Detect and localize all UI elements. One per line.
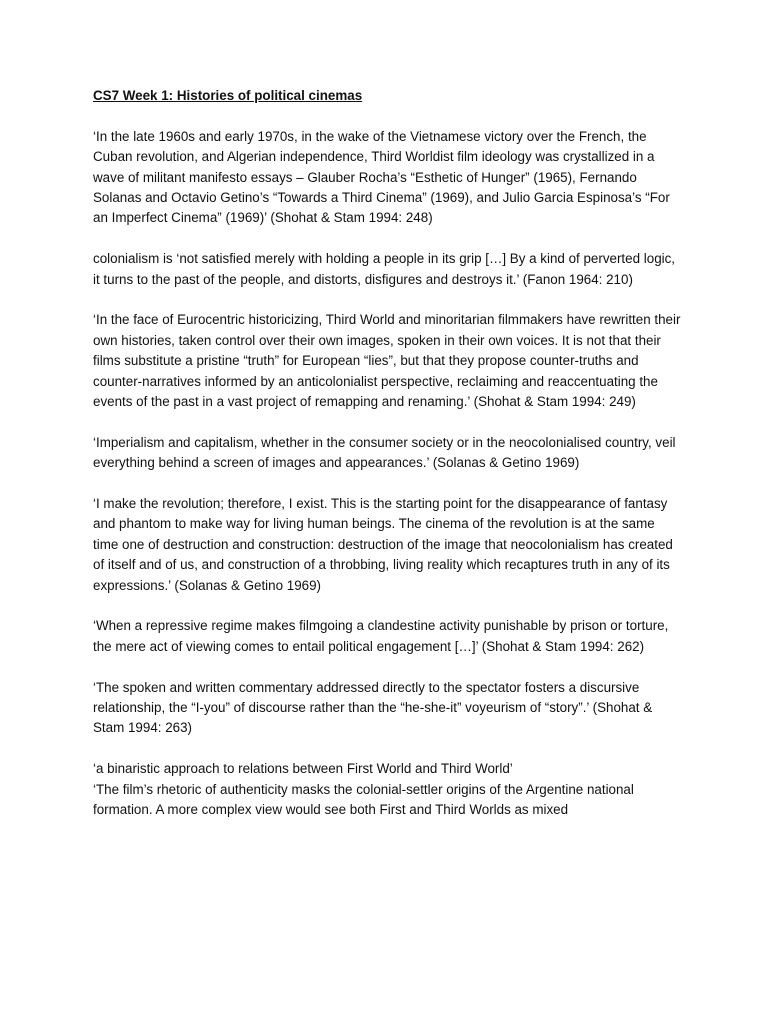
document-page (93, 86, 683, 841)
document-title: CS7 Week 1: Histories of political cinemas (93, 88, 363, 103)
paragraph-binaristic-approach: ‘a binaristic approach to relations between First World and Third World’ (93, 761, 513, 777)
paragraph-solanas-getino-imperialism: ‘Imperialism and capitalism, whether in the consumer society or in the neocolonialised country, veil everything behind a screen of images and appearances.’ (Solanas & Getino 1969) (93, 434, 676, 471)
paragraph-shohat-stam-249: ‘In the face of Eurocentric historicizing, Third World and minoritarian filmmakers have rewritten their own histories, taken control over their own images, spoken in their own voices. It is not that their films substitute a pristine “truth” for European “lies”, but that they propose counter-truths and counter-narratives informed by an anticolonialist perspective, reclaiming and reaccentuating the events of the past in a vast project of remapping and renaming.’ (Shohat & Stam 1994: 249) (93, 312, 681, 410)
paragraph-fanon-210: colonialism is ‘not satisfied merely with holding a people in its grip […] By a kind of perverted logic, it turns to the past of the people, and distorts, disfigures and destroys it.’ (Fanon 1964: 210) (93, 251, 676, 287)
paragraph-solanas-getino-revolution: ‘I make the revolution; therefore, I exist. This is the starting point for the disappearance of fantasy and phantom to make way for living human beings. The cinema of the revolution is at the same time one of destruction and construction: destruction of the image that neocolonialism has created of itself and of us, and construction of a throbbing, living reality which recaptures truth in any of its expressions.’ (Solanas & Getino 1969) (93, 496, 673, 593)
paragraph-shohat-stam-263: ‘The spoken and written commentary addressed directly to the spectator fosters a discursive relationship, the “I-you” of discourse rather than the “he-she-it” voyeurism of “story”.’ (Shohat & Stam 1994: 263) (93, 679, 653, 736)
paragraph-shohat-stam-262: ‘When a repressive regime makes filmgoing a clandestine activity punishable by prison or torture, the mere act of viewing comes to entail political engagement […]’ (Shohat & Stam 1994: 262) (93, 618, 669, 654)
paragraph-rhetoric-of-authenticity: ‘The film’s rhetoric of authenticity masks the colonial-settler origins of the Argentine national formation. A more complex view would see both First and Third Worlds as mixed (93, 781, 634, 818)
paragraph-shohat-stam-248: ‘In the late 1960s and early 1970s, in the wake of the Vietnamese victory over the French, the Cuban revolution, and Algerian independence, Third Worldist film ideology was crystallized in a wave of militant manifesto essays – Glauber Rocha’s “Esthetic of Hunger” (1965), Fernando Solanas and Octavio Getino’s “Towards a Third Cinema” (1969), and Julio Garcia Espinosa’s “For an Imperfect Cinema” (1969)’ (Shohat & Stam 1994: 248) (93, 128, 670, 226)
